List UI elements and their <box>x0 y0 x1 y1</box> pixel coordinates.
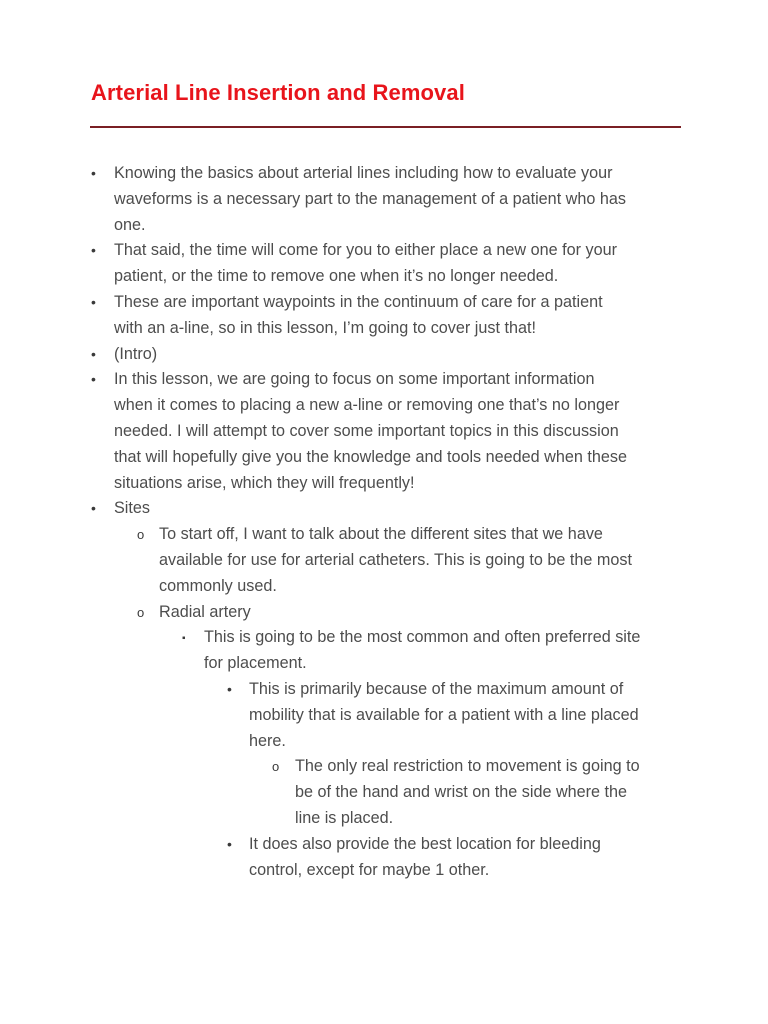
list-item-text: line is placed. <box>295 808 394 827</box>
list-item-text: needed. I will attempt to cover some important topics in this discussion <box>114 421 619 440</box>
bullet-icon: • <box>91 293 96 310</box>
bullet-icon: • <box>91 371 96 388</box>
list-item-text: Knowing the basics about arterial lines including how to evaluate your <box>114 164 613 182</box>
list-item <box>0 600 768 626</box>
bullet-icon: • <box>91 500 96 517</box>
list-item-text: patient, or the time to remove one when it’s no longer needed. <box>114 267 559 286</box>
list-item-text: That said, the time will come for you to either place a new one for your <box>114 241 617 260</box>
list-item-text: This is primarily because of the maximum amount of <box>249 679 624 698</box>
list-item <box>0 832 768 884</box>
list-item-text: This is going to be the most common and often preferred site <box>204 628 641 647</box>
list-item-text: The only real restriction to movement is going to <box>295 757 640 776</box>
list-item <box>0 238 768 290</box>
bullet-icon: • <box>91 165 96 181</box>
list-item-text: one. <box>114 215 146 234</box>
list-item <box>0 677 768 754</box>
list-item-text: here. <box>249 731 286 750</box>
bullet-icon: • <box>227 835 232 852</box>
list-item-text: for placement. <box>204 654 307 673</box>
list-item-text: be of the hand and wrist on the side where the <box>295 783 628 802</box>
list-item-text: situations arise, which they will frequently! <box>114 473 415 492</box>
bullet-icon: • <box>227 680 232 697</box>
list-item-text: Radial artery <box>159 602 251 621</box>
list-item <box>0 496 768 522</box>
title-divider <box>90 126 681 128</box>
list-item <box>0 342 768 368</box>
list-item-text: It does also provide the best location for bleeding <box>249 834 601 853</box>
list-item-text: that will hopefully give you the knowledge and tools needed when these <box>114 447 627 466</box>
list-item-text: (Intro) <box>114 344 158 363</box>
list-item-text: commonly used. <box>159 576 277 595</box>
list-item <box>0 290 768 342</box>
bullet-list <box>0 161 768 883</box>
list-item-text: mobility that is available for a patient with a line placed <box>249 705 639 724</box>
list-item <box>0 161 768 238</box>
list-item <box>0 522 768 599</box>
list-item-text: control, except for maybe 1 other. <box>249 860 490 879</box>
list-item-text: To start off, I want to talk about the different sites that we have <box>159 525 603 544</box>
circle-bullet-icon: o <box>137 527 145 543</box>
list-item <box>0 754 768 831</box>
list-item-text: In this lesson, we are going to focus on some important information <box>114 370 595 389</box>
list-item-text: available for use for arterial catheters. This is going to be the most <box>159 550 632 569</box>
list-item <box>0 367 768 496</box>
list-item-text: These are important waypoints in the continuum of care for a patient <box>114 292 603 311</box>
list-item-text: with an a-line, so in this lesson, I’m going to cover just that! <box>114 318 536 337</box>
circle-bullet-icon: o <box>272 759 280 775</box>
bullet-icon: • <box>91 242 96 259</box>
square-bullet-icon: ▪ <box>182 633 186 645</box>
bullet-icon: • <box>91 345 96 362</box>
list-item <box>0 625 768 677</box>
list-item-text: waveforms is a necessary part to the management of a patient who has <box>114 189 626 208</box>
list-item-text: Sites <box>114 499 150 518</box>
list-item-text: when it comes to placing a new a-line or removing one that’s no longer <box>114 396 620 415</box>
document-title: Arterial Line Insertion and Removal <box>91 80 465 105</box>
circle-bullet-icon: o <box>137 604 145 620</box>
